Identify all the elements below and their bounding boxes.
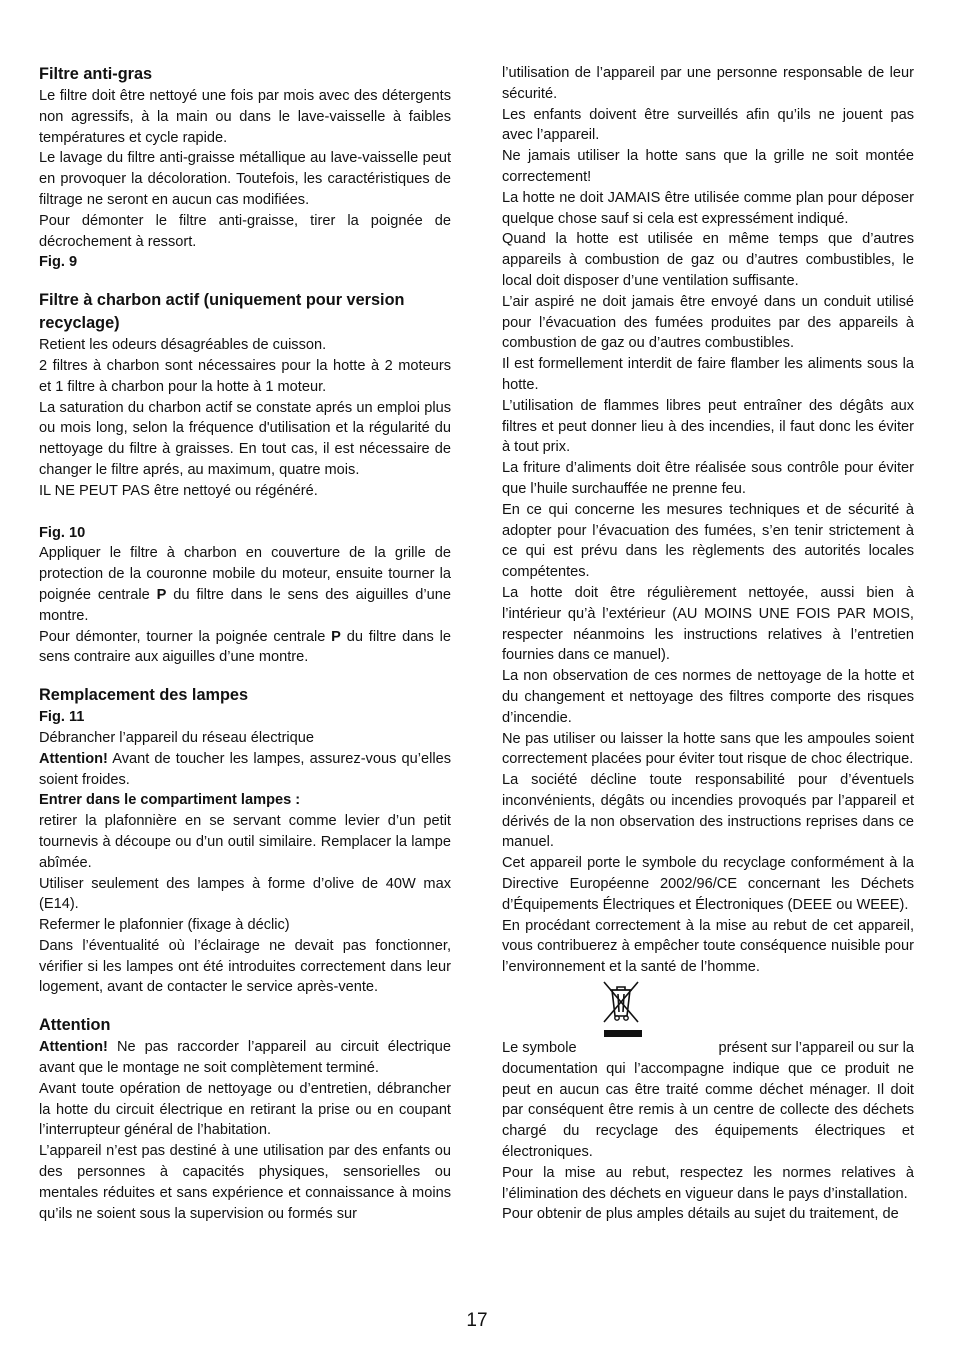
paragraph: Avant toute opération de nettoyage ou d’entretien, débrancher la hotte du circuit électrique en retirant la prise ou en coupant l’interrupteur général de l’habitation. bbox=[39, 1080, 451, 1139]
remplacement-lampes-heading: Remplacement des lampes bbox=[39, 686, 249, 705]
paragraph: En ce qui concerne les mesures techniques et de sécurité à adopter pour l’évacuation des fumées, s’en tenir strictement à ce qui est prévu dans les règlements des autorités locales compétentes. bbox=[502, 501, 914, 581]
page-number: 17 bbox=[466, 1310, 488, 1331]
paragraph: La non observation de ces normes de nettoyage de la hotte et du changement et nettoyage des filtres comporte des risques d’incendie. bbox=[502, 668, 914, 726]
attention-heading: Attention bbox=[39, 1016, 111, 1035]
paragraph: Le filtre doit être nettoyé une fois par mois avec des détergents non agressifs, à la main ou dans le lave-vaisselle à faibles températures et cycle rapide. bbox=[39, 88, 451, 146]
paragraph: La hotte ne doit JAMAIS être utilisée comme plan pour déposer quelque chose sauf si cela est expressément indiqué. bbox=[502, 189, 914, 227]
paragraph: Débrancher l’appareil du réseau électrique bbox=[39, 729, 315, 746]
left-column bbox=[39, 63, 451, 1224]
figure-reference-10: Fig. 10 bbox=[39, 524, 86, 541]
weee-symbol bbox=[502, 978, 914, 1038]
paragraph: Retient les odeurs désagréables de cuisson. bbox=[39, 337, 327, 354]
paragraph: l’utilisation de l’appareil par une personne responsable de leur sécurité. bbox=[502, 65, 914, 102]
paragraph: Ne pas utiliser ou laisser la hotte sans que les ampoules soient correctement placées pour éviter tout risque de choc électrique. bbox=[502, 730, 914, 768]
paragraph: La saturation du charbon actif se constate aprés un emploi plus ou mois long, selon la fréquence d'utilisation et la régularité du nettoyage du filtre à graisses. En tout cas, il est nécessaire de changer le filtre aprés, au maximum, quatre mois. bbox=[39, 399, 451, 478]
crossed-bin-icon bbox=[598, 978, 644, 1024]
filtre-anti-gras-heading: Filtre anti-gras bbox=[39, 65, 153, 83]
paragraph: 2 filtres à charbon sont nécessaires pour la hotte à 2 moteurs et 1 filtre à charbon pour la hotte à 1 moteur. bbox=[39, 357, 451, 395]
weee-bar bbox=[604, 1030, 642, 1037]
paragraph: documentation qui l’accompagne indique que ce produit ne peut en aucun cas être traité comme déchet ménager. Il doit par conséquent être remis à un centre de collecte des déchets chargé du recyclage des équipements électriques et électroniques. bbox=[502, 1060, 914, 1161]
paragraph: Le lavage du filtre anti-graisse métallique au lave-vaisselle peut en provoquer la décoloration. Toutefois, les caractéristiques de filtrage ne seront en aucun cas modifiées. bbox=[39, 150, 451, 208]
paragraph: Attention! Avant de toucher les lampes, assurez-vous qu’elles soient froides. bbox=[39, 750, 451, 788]
paragraph: IL NE PEUT PAS être nettoyé ou régénéré. bbox=[39, 482, 318, 499]
paragraph: Cet appareil porte le symbole du recyclage conformément à la Directive Européenne 2002/96/CE concernant les Déchets d’Équipements Électriques et Électroniques (DEEE ou WEEE). bbox=[502, 855, 914, 913]
paragraph: La hotte doit être régulièrement nettoyée, aussi bien à l’intérieur qu’à l’extérieur (AU MOINS UNE FOIS PAR MOIS, respecter néanmoins les instructions relatives à l’entretien fournies dans ce manuel). bbox=[502, 584, 914, 664]
paragraph: La société décline toute responsabilité pour d’éventuels inconvénients, dégâts ou incendies provoqués par l’appareil et dérivés de la non observation des instructions reprises dans ce manuel. bbox=[502, 772, 914, 851]
paragraph: L’utilisation de flammes libres peut entraîner des dégâts aux filtres et peut donner lieu à des incendies, il faut donc les éviter à tout prix. bbox=[502, 397, 914, 456]
paragraph: Ne jamais utiliser la hotte sans que la grille ne soit montée correctement! bbox=[502, 148, 914, 185]
filtre-charbon-heading: Filtre à charbon actif (uniquement pour version recyclage) bbox=[39, 291, 405, 333]
paragraph: Pour la mise au rebut, respectez les normes relatives à l’élimination des déchets en vigueur dans le pays d’installation. bbox=[502, 1164, 914, 1202]
paragraph: Pour obtenir de plus amples détails au sujet du traitement, de bbox=[502, 1206, 899, 1223]
symbol-line: Le symbole présent sur l’appareil ou sur la bbox=[502, 1040, 914, 1057]
right-column bbox=[502, 63, 914, 1225]
paragraph: Pour démonter, tourner la poignée centrale P du filtre dans le sens contraire aux aiguilles d’une montre. bbox=[39, 628, 452, 666]
paragraph: Les enfants doivent être surveillés afin qu’ils ne jouent pas avec l’appareil. bbox=[502, 106, 914, 144]
paragraph: En procédant correctement à la mise au rebut de cet appareil, vous contribuerez à empêcher toute conséquence nuisible pour l’environnement et la santé de l’homme. bbox=[502, 917, 914, 976]
paragraph: Il est formellement interdit de faire flamber les aliments sous la hotte. bbox=[502, 356, 914, 393]
paragraph: Dans l’éventualité où l’éclairage ne devait pas fonctionner, vérifier si les lampes ont été introduites correctement dans leur logement, avant de contacter le service après-vente. bbox=[39, 937, 451, 996]
paragraph: L’appareil n’est pas destiné à une utilisation par des enfants ou des personnes à capacités physiques, sensorielles ou mentales réduites et sans expérience et connaissance à moins qu’ils ne soient sous la supervision ou formés sur bbox=[39, 1143, 451, 1222]
figure-reference-11: Fig. 11 bbox=[39, 709, 85, 726]
subheading: Entrer dans le compartiment lampes : bbox=[39, 792, 301, 809]
paragraph: Pour démonter le filtre anti-graisse, tirer la poignée de décrochement à ressort. bbox=[39, 212, 451, 250]
paragraph: La friture d’aliments doit être réalisée sous contrôle pour éviter que l’huile surchauffée ne prenne feu. bbox=[502, 460, 914, 497]
paragraph: Utiliser seulement des lampes à forme d’olive de 40W max (E14). bbox=[39, 875, 451, 913]
paragraph: retirer la plafonnière en se servant comme levier d’un petit tournevis à découpe ou d’un outil similaire. Remplacer la lampe abîmée. bbox=[39, 813, 451, 871]
paragraph: Appliquer le filtre à charbon en couverture de la grille de protection de la couronne mobile du moteur, ensuite tourner la poignée centrale P du filtre dans le sens des aiguilles d’une montre. bbox=[39, 545, 451, 624]
paragraph: Attention! Ne pas raccorder l’appareil au circuit électrique avant que le montage ne soit complètement terminé. bbox=[39, 1039, 451, 1077]
paragraph: Quand la hotte est utilisée en même temps que d’autres appareils à combustion de gaz ou d’autres combustibles, le local doit disposer d’une ventilation suffisante. bbox=[502, 231, 914, 289]
figure-reference-9: Fig. 9 bbox=[39, 254, 78, 271]
paragraph: L’air aspiré ne doit jamais être envoyé dans un conduit utilisé pour l’évacuation des fumées produites par des appareils à combustion de gaz ou d’autres combustibles. bbox=[502, 293, 914, 352]
paragraph: Refermer le plafonnier (fixage à déclic) bbox=[39, 917, 290, 934]
